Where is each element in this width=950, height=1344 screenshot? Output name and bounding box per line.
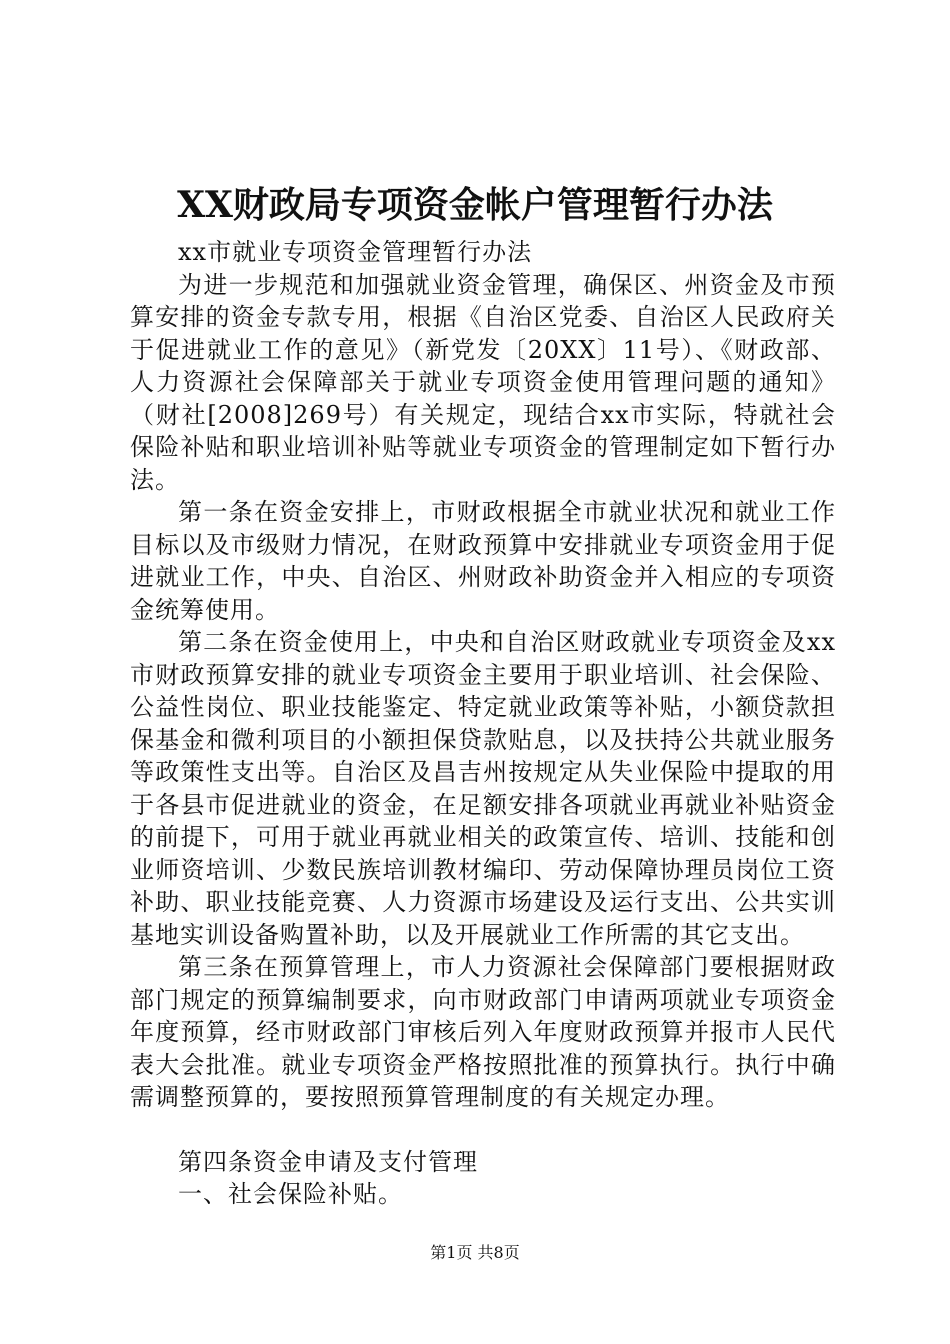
document-title: XX财政局专项资金帐户管理暂行办法: [177, 184, 773, 226]
page-number-footer: 第1页 共8页: [430, 1243, 520, 1262]
preamble-paragraph: 为进一步规范和加强就业资金管理，确保区、州资金及市预算安排的资金专款专用，根据《自治区党委、自治区人民政府关于促进就业工作的意见》（新党发〔20XX〕11号）、《财政部、人力资源社会保障部关于就业专项资金使用管理问题的通知》（财社[2008]269号）有关规定，现结合xx市实际，特就社会保险补贴和职业培训补贴等就业专项资金的管理制定如下暂行办法。: [130, 270, 836, 494]
section-1-heading: 一、社会保险补贴。: [178, 1180, 403, 1208]
article-2-paragraph: 第二条在资金使用上，中央和自治区财政就业专项资金及xx市财政预算安排的就业专项资金主要用于职业培训、社会保险、公益性岗位、职业技能鉴定、特定就业政策等补贴，小额贷款担保基金和微利项目的小额担保贷款贴息，以及扶持公共就业服务等政策性支出等。自治区及昌吉州按规定从失业保险中提取的用于各县市促进就业的资金，在足额安排各项就业再就业补贴资金的前提下，可用于就业再就业相关的政策宣传、培训、技能和创业师资培训、少数民族培训教材编印、劳动保障协理员岗位工资补助、职业技能竞赛、人力资源市场建设及运行支出、公共实训基地实训设备购置补助，以及开展就业工作所需的其它支出。: [130, 628, 836, 949]
article-3-paragraph: 第三条在预算管理上，市人力资源社会保障部门要根据财政部门规定的预算编制要求，向市财政部门申请两项就业专项资金年度预算，经市财政部门审核后列入年度财政预算并报市人民代表大会批准。就业专项资金严格按照批准的预算执行。执行中确需调整预算的，要按照预算管理制度的有关规定办理。: [130, 953, 836, 1111]
article-1-paragraph: 第一条在资金安排上，市财政根据全市就业状况和就业工作目标以及市级财力情况，在财政预算中安排就业专项资金用于促进就业工作，中央、自治区、州财政补助资金并入相应的专项资金统筹使用。: [130, 498, 836, 624]
article-4-heading: 第四条资金申请及支付管理: [178, 1147, 478, 1176]
document-body: [130, 236, 836, 1211]
subtitle-paragraph: xx市就业专项资金管理暂行办法: [178, 238, 533, 266]
